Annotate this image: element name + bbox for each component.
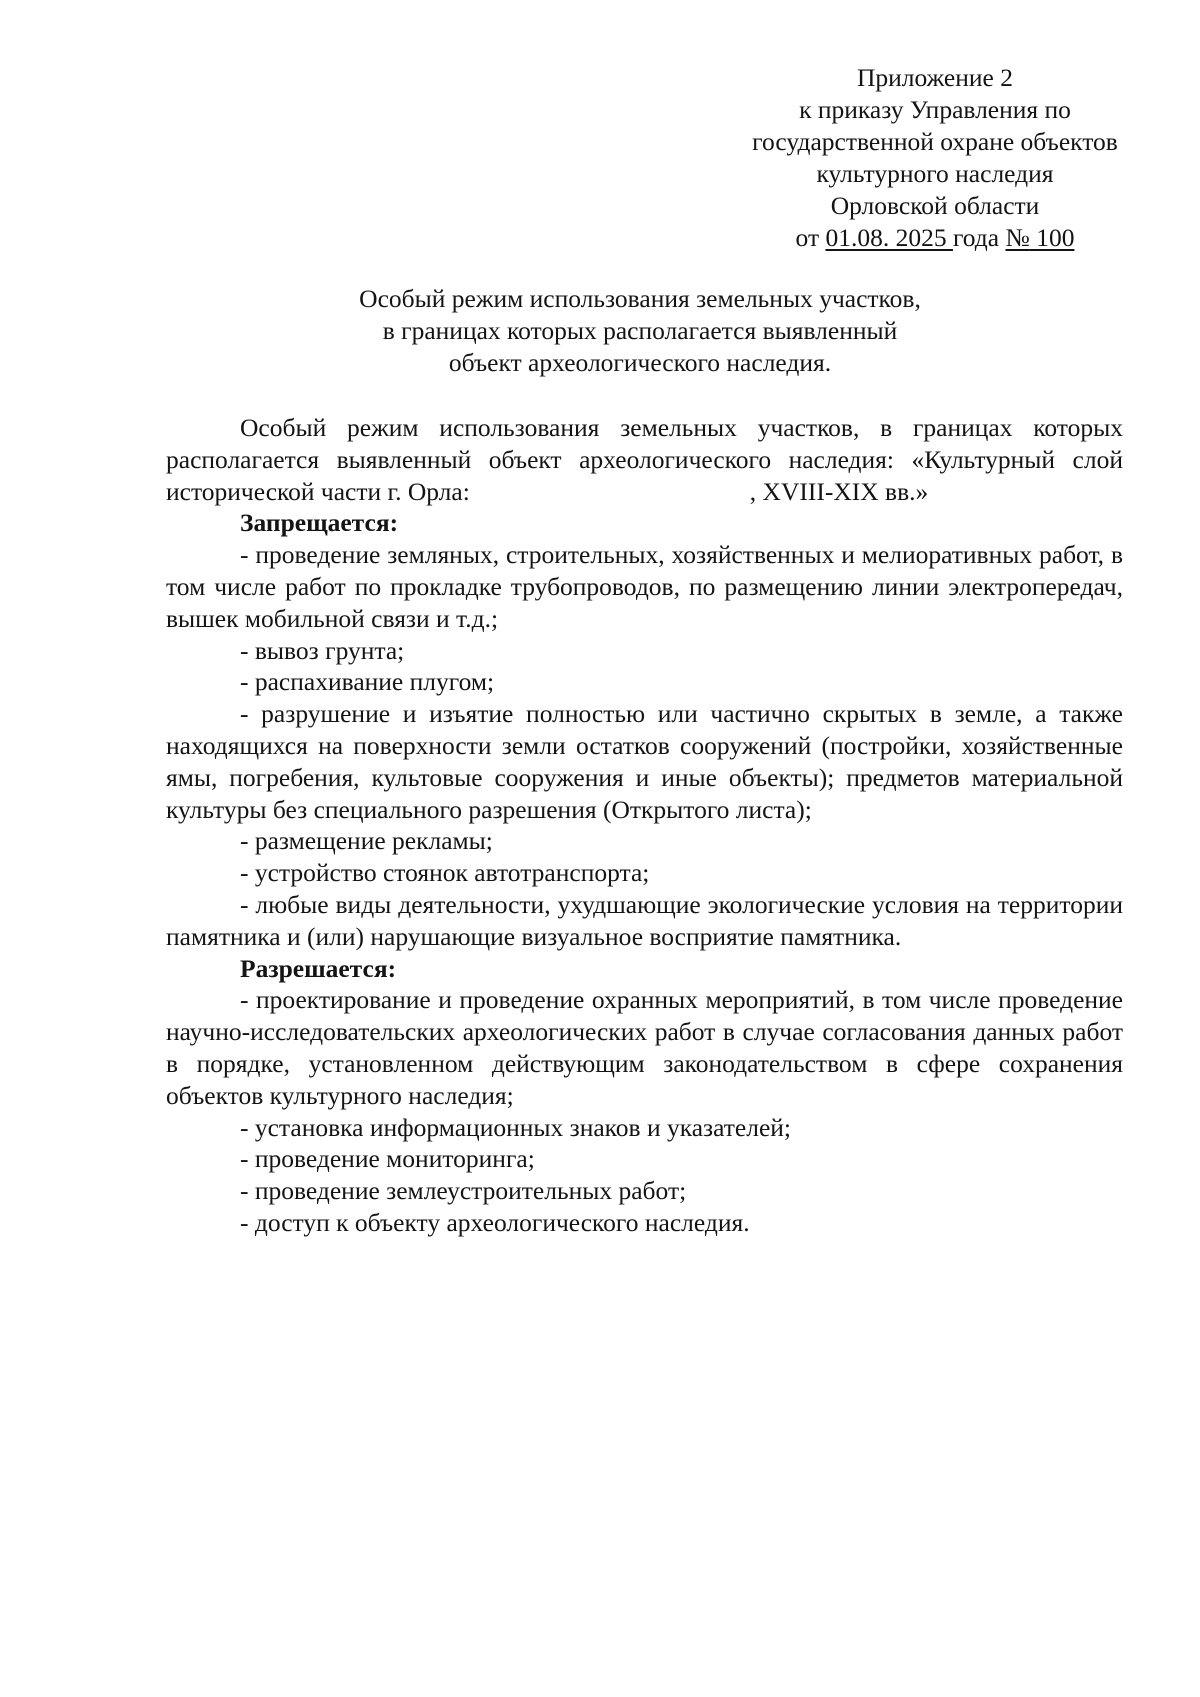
prohibited-item: - распахивание плугом; xyxy=(240,667,495,697)
document-title xyxy=(160,283,1120,379)
prohibited-heading: Запрещается: xyxy=(240,508,399,538)
prohibited-item: - разрушение и изъятие полностью или частично скрытых в земле, а также находящихся на поверхности земли остатков сооружений (постройки, хозяйственные ямы, погребения, культовые сооружения и иные объекты); предметов материальной культуры без специального разрешения (Открытого листа); xyxy=(166,699,1123,824)
appendix-line: государственной охране объектов xyxy=(752,127,1118,156)
prohibited-item: - вывоз грунта; xyxy=(240,635,405,665)
intro-paragraph xyxy=(166,412,1123,507)
appendix-line: Орловской области xyxy=(830,191,1040,220)
number-sign: № xyxy=(1005,223,1030,252)
order-date: 01.08. 2025 xyxy=(825,223,953,252)
prohibited-item: - любые виды деятельности, ухудшающие экологические условия на территории памятника и (или) нарушающие визуальное восприятие памятника. xyxy=(166,889,1123,951)
prohibited-item: - устройство стоянок автотранспорта; xyxy=(240,858,650,888)
date-prefix: от xyxy=(795,223,826,252)
order-number: 100 xyxy=(1029,223,1075,252)
appendix-line: к приказу Управления по xyxy=(799,95,1071,124)
prohibited-item: - размещение рекламы; xyxy=(240,826,493,856)
order-date-line xyxy=(700,222,1170,254)
title-line: Особый режим использования земельных участков, xyxy=(359,284,921,313)
prohibited-item: - проведение земляных, строительных, хозяйственных и мелиоративных работ, в том числе работ по прокладке трубопроводов, по размещению линии электропередач, вышек мобильной связи и т.д.; xyxy=(166,540,1123,633)
intro-period: , XVIII-XIX вв.» xyxy=(749,476,929,506)
title-line: объект археологического наследия. xyxy=(448,348,832,377)
appendix-line: культурного наследия xyxy=(816,159,1054,188)
allowed-item: - проведение мониторинга; xyxy=(240,1144,535,1174)
allowed-item: - доступ к объекту археологического наследия. xyxy=(240,1207,750,1237)
title-line: в границах которых располагается выявленный xyxy=(382,316,898,345)
allowed-item: - проведение землеустроительных работ; xyxy=(240,1176,687,1206)
date-suffix: года xyxy=(952,223,1006,252)
appendix-header xyxy=(700,62,1170,254)
allowed-heading: Разрешается: xyxy=(240,953,397,983)
document-body xyxy=(166,412,1123,1239)
appendix-line: Приложение 2 xyxy=(857,63,1013,92)
allowed-item: - установка информационных знаков и указателей; xyxy=(240,1112,792,1142)
intro-text: Особый режим использования земельных участков, в границах которых располагается выявленный объект археологического наследия: «Культурный слой исторической части г. Орла: xyxy=(166,413,1123,506)
allowed-item: - проектирование и проведение охранных мероприятий, в том числе проведение научно-исследовательских археологических работ в случае согласования данных работ в порядке, установленном действующим законодательством в сфере сохранения объектов культурного наследия; xyxy=(166,985,1123,1110)
